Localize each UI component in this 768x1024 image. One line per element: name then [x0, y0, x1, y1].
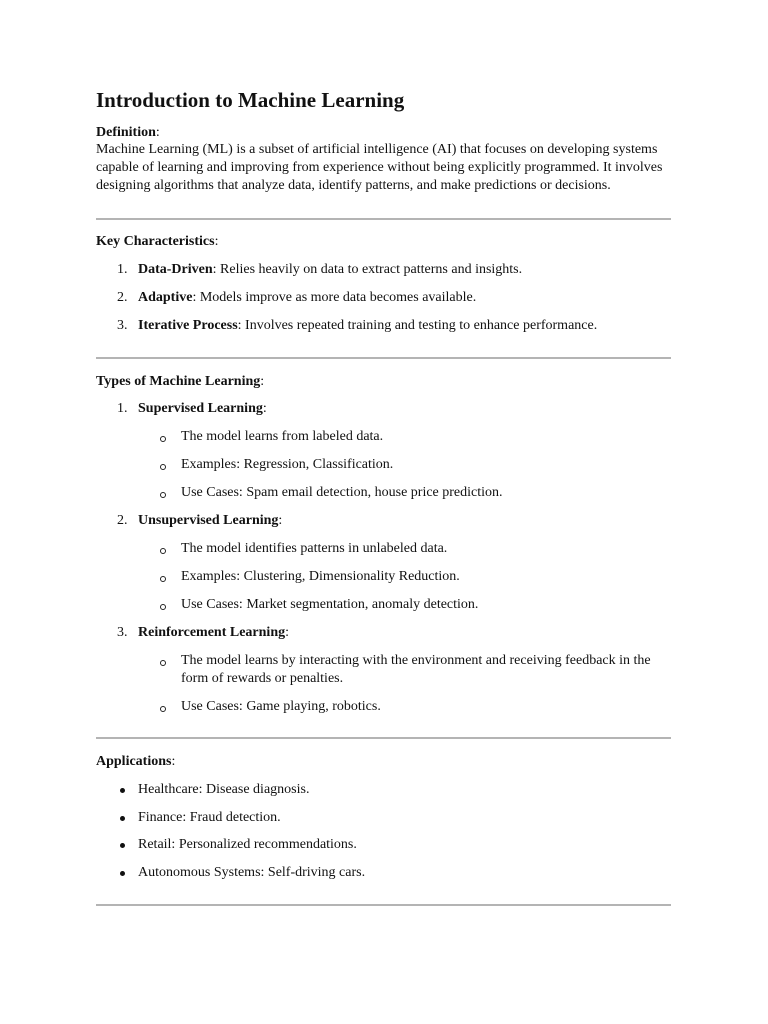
page-title: Introduction to Machine Learning — [96, 88, 405, 112]
sub-list-item: Use Cases: Market segmentation, anomaly detection. — [181, 597, 479, 612]
circle-bullet-icon — [160, 548, 166, 554]
sub-list-item: Use Cases: Game playing, robotics. — [181, 699, 381, 714]
circle-bullet-icon — [160, 436, 166, 442]
sub-list-item: The model identifies patterns in unlabeled data. — [181, 541, 448, 556]
list-number: 3. — [117, 625, 128, 640]
list-number: 1. — [117, 262, 128, 277]
list-number: 1. — [117, 401, 128, 416]
circle-bullet-icon — [160, 706, 166, 712]
divider — [96, 357, 671, 359]
circle-bullet-icon — [160, 604, 166, 610]
circle-bullet-icon — [160, 464, 166, 470]
divider — [96, 218, 671, 220]
bullet-icon — [120, 816, 125, 821]
list-number: 2. — [117, 513, 128, 528]
list-item: Unsupervised Learning: — [138, 513, 283, 528]
sub-list-item: The model learns by interacting with the environment and receiving feedback in the — [181, 653, 651, 668]
sub-list-item: Use Cases: Spam email detection, house price prediction. — [181, 485, 503, 500]
definition-text: Machine Learning (ML) is a subset of artificial intelligence (AI) that focuses on developing systems capable of learning and improving from experience without being explicitly programmed. It involves designing algorithms that analyze data, identify patterns, and make predictions or decisions. — [96, 142, 663, 193]
list-number: 2. — [117, 290, 128, 305]
circle-bullet-icon — [160, 660, 166, 666]
sub-list-item-continued: form of rewards or penalties. — [181, 671, 344, 686]
circle-bullet-icon — [160, 492, 166, 498]
divider — [96, 904, 671, 906]
circle-bullet-icon — [160, 576, 166, 582]
applications-heading: Applications: — [96, 754, 176, 769]
bullet-icon — [120, 788, 125, 793]
list-item: Retail: Personalized recommendations. — [138, 837, 357, 852]
key-characteristics-heading: Key Characteristics: — [96, 234, 219, 249]
sub-list-item: Examples: Clustering, Dimensionality Reduction. — [181, 569, 460, 584]
list-number: 3. — [117, 318, 128, 333]
types-heading: Types of Machine Learning: — [96, 374, 265, 389]
list-item: Healthcare: Disease diagnosis. — [138, 782, 310, 797]
list-item: Supervised Learning: — [138, 401, 267, 416]
list-item: Reinforcement Learning: — [138, 625, 289, 640]
list-item: Iterative Process: Involves repeated training and testing to enhance performance. — [138, 318, 598, 333]
list-item: Data-Driven: Relies heavily on data to extract patterns and insights. — [138, 262, 523, 277]
definition-heading: Definition: — [96, 125, 160, 140]
bullet-icon — [120, 843, 125, 848]
list-item: Finance: Fraud detection. — [138, 810, 281, 825]
sub-list-item: The model learns from labeled data. — [181, 429, 384, 444]
list-item: Adaptive: Models improve as more data becomes available. — [138, 290, 477, 305]
divider — [96, 737, 671, 739]
sub-list-item: Examples: Regression, Classification. — [181, 457, 394, 472]
list-item: Autonomous Systems: Self-driving cars. — [138, 865, 366, 880]
bullet-icon — [120, 871, 125, 876]
